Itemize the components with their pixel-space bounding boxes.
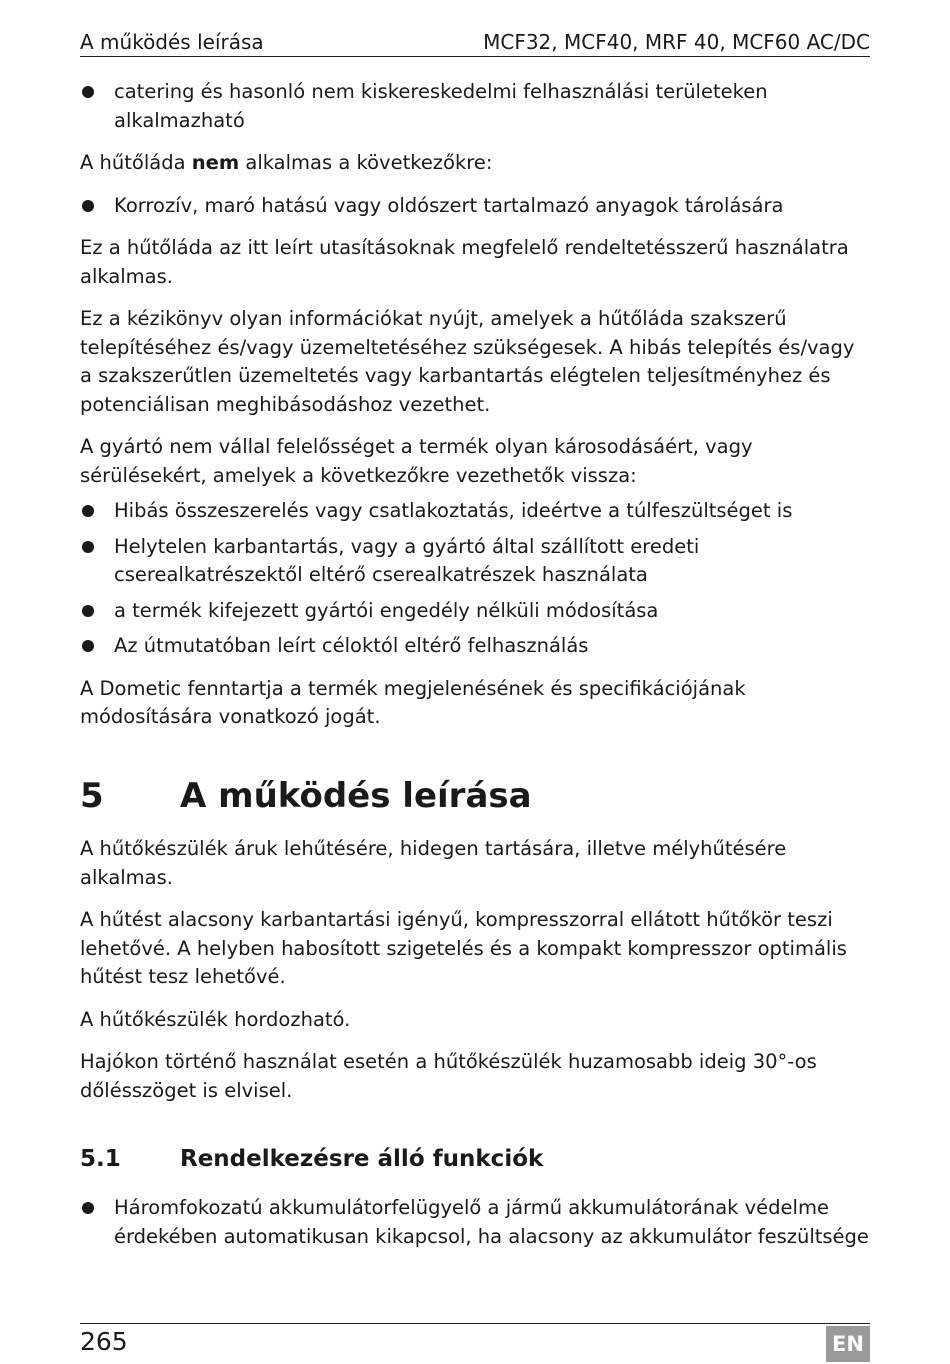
section-title: A működés leírása — [180, 776, 532, 816]
bullet-dot — [82, 86, 94, 98]
not-suitable-intro — [80, 149, 870, 178]
bullet-battery-monitor — [80, 1194, 870, 1251]
bullet-text: Háromfokozatú akkumulátorfelügyelő a jármű akkumulátorának védelme érdekében automatikusan kikapcsol, ha alacsony az akkumulátor feszültsége — [114, 1196, 869, 1248]
paragraph-manual-info: Ez a kézikönyv olyan információkat nyújt, amelyek a hűtőláda szakszerű telepítéséhez és/vagy üzemeltetéséhez szükségesek. A hibás telepítés és/vagy a szakszerűtlen üzemeltetés vagy karbantartás elégtelen teljesítményhez és potenciálisan meghibásodáshoz vezethet. — [80, 307, 855, 416]
header-section-title: A működés leírása — [80, 30, 264, 54]
liability-item — [80, 632, 870, 661]
bullet-dot — [82, 200, 94, 212]
paragraph: A hűtőkészülék áruk lehűtésére, hidegen tartására, illetve mélyhűtésére alkalmas. — [80, 837, 787, 889]
paragraph: A hűtést alacsony karbantartási igényű, kompresszorral ellátott hűtőkör teszi lehetővé. A helyben habosított szigetelés és a kompakt kompresszor optimális hűtést tesz lehetővé. — [80, 908, 847, 988]
subsection-title: Rendelkezésre álló funkciók — [180, 1146, 544, 1172]
running-header — [80, 28, 870, 57]
section-5-1-body — [80, 1194, 870, 1258]
bullet-dot — [82, 640, 94, 652]
liability-item — [80, 497, 870, 526]
bullet-dot — [82, 605, 94, 617]
bullet-corrosive — [80, 192, 870, 221]
liability-item — [80, 533, 870, 590]
section-5-body — [80, 835, 870, 1119]
liability-item — [80, 597, 870, 626]
paragraph-dometic: A Dometic fenntartja a termék megjelenésének és specifikációjának módosítására vonatkozó jogát. — [80, 676, 746, 728]
paragraph: A hűtőkészülék hordozható. — [80, 1007, 351, 1031]
paragraph-liability: A gyártó nem vállal felelősséget a termék olyan károsodásáért, vagy sérülésekért, amelyek a következőkre vezethetők vissza: — [80, 435, 753, 487]
bullet-text: Hibás összeszerelés vagy csatlakoztatás, ideértve a túlfeszültséget is — [114, 499, 793, 522]
not-suitable-bold: nem — [191, 151, 240, 174]
bullet-dot — [82, 541, 94, 553]
bullet-text: Helytelen karbantartás, vagy a gyártó által szállított eredeti cserealkatrészektől eltérő cserealkatrészek használata — [114, 534, 700, 586]
header-model-list: MCF32, MCF40, MRF 40, MCF60 AC/DC — [483, 30, 870, 54]
not-suitable-prefix: A hűtőláda — [80, 151, 192, 174]
paragraph-intended-use: Ez a hűtőláda az itt leírt utasításoknak megfelelő rendeltetésszerű használatra alkalmas. — [80, 236, 849, 288]
bullet-dot — [82, 1202, 94, 1214]
page-number: 265 — [80, 1327, 128, 1356]
language-badge: EN — [826, 1326, 870, 1362]
not-suitable-suffix: alkalmas a következőkre: — [239, 151, 493, 174]
bullet-dot — [82, 505, 94, 517]
paragraph: Hajókon történő használat esetén a hűtőkészülék huzamosabb ideig 30°-os dőlésszöget is elvisel. — [80, 1050, 817, 1102]
bullet-text: catering és hasonló nem kiskereskedelmi felhasználási területeken alkalmazható — [114, 80, 768, 132]
bullet-text: Korrozív, maró hatású vagy oldószert tartalmazó anyagok tárolására — [114, 193, 784, 217]
footer-rule — [80, 1323, 870, 1324]
section-number: 5 — [80, 776, 104, 816]
bullet-text: Az útmutatóban leírt céloktól eltérő felhasználás — [114, 634, 589, 657]
subsection-number: 5.1 — [80, 1146, 121, 1172]
bullet-catering — [80, 78, 870, 135]
intro-content — [80, 78, 870, 746]
bullet-text: a termék kifejezett gyártói engedély nélküli módosítása — [114, 598, 659, 622]
